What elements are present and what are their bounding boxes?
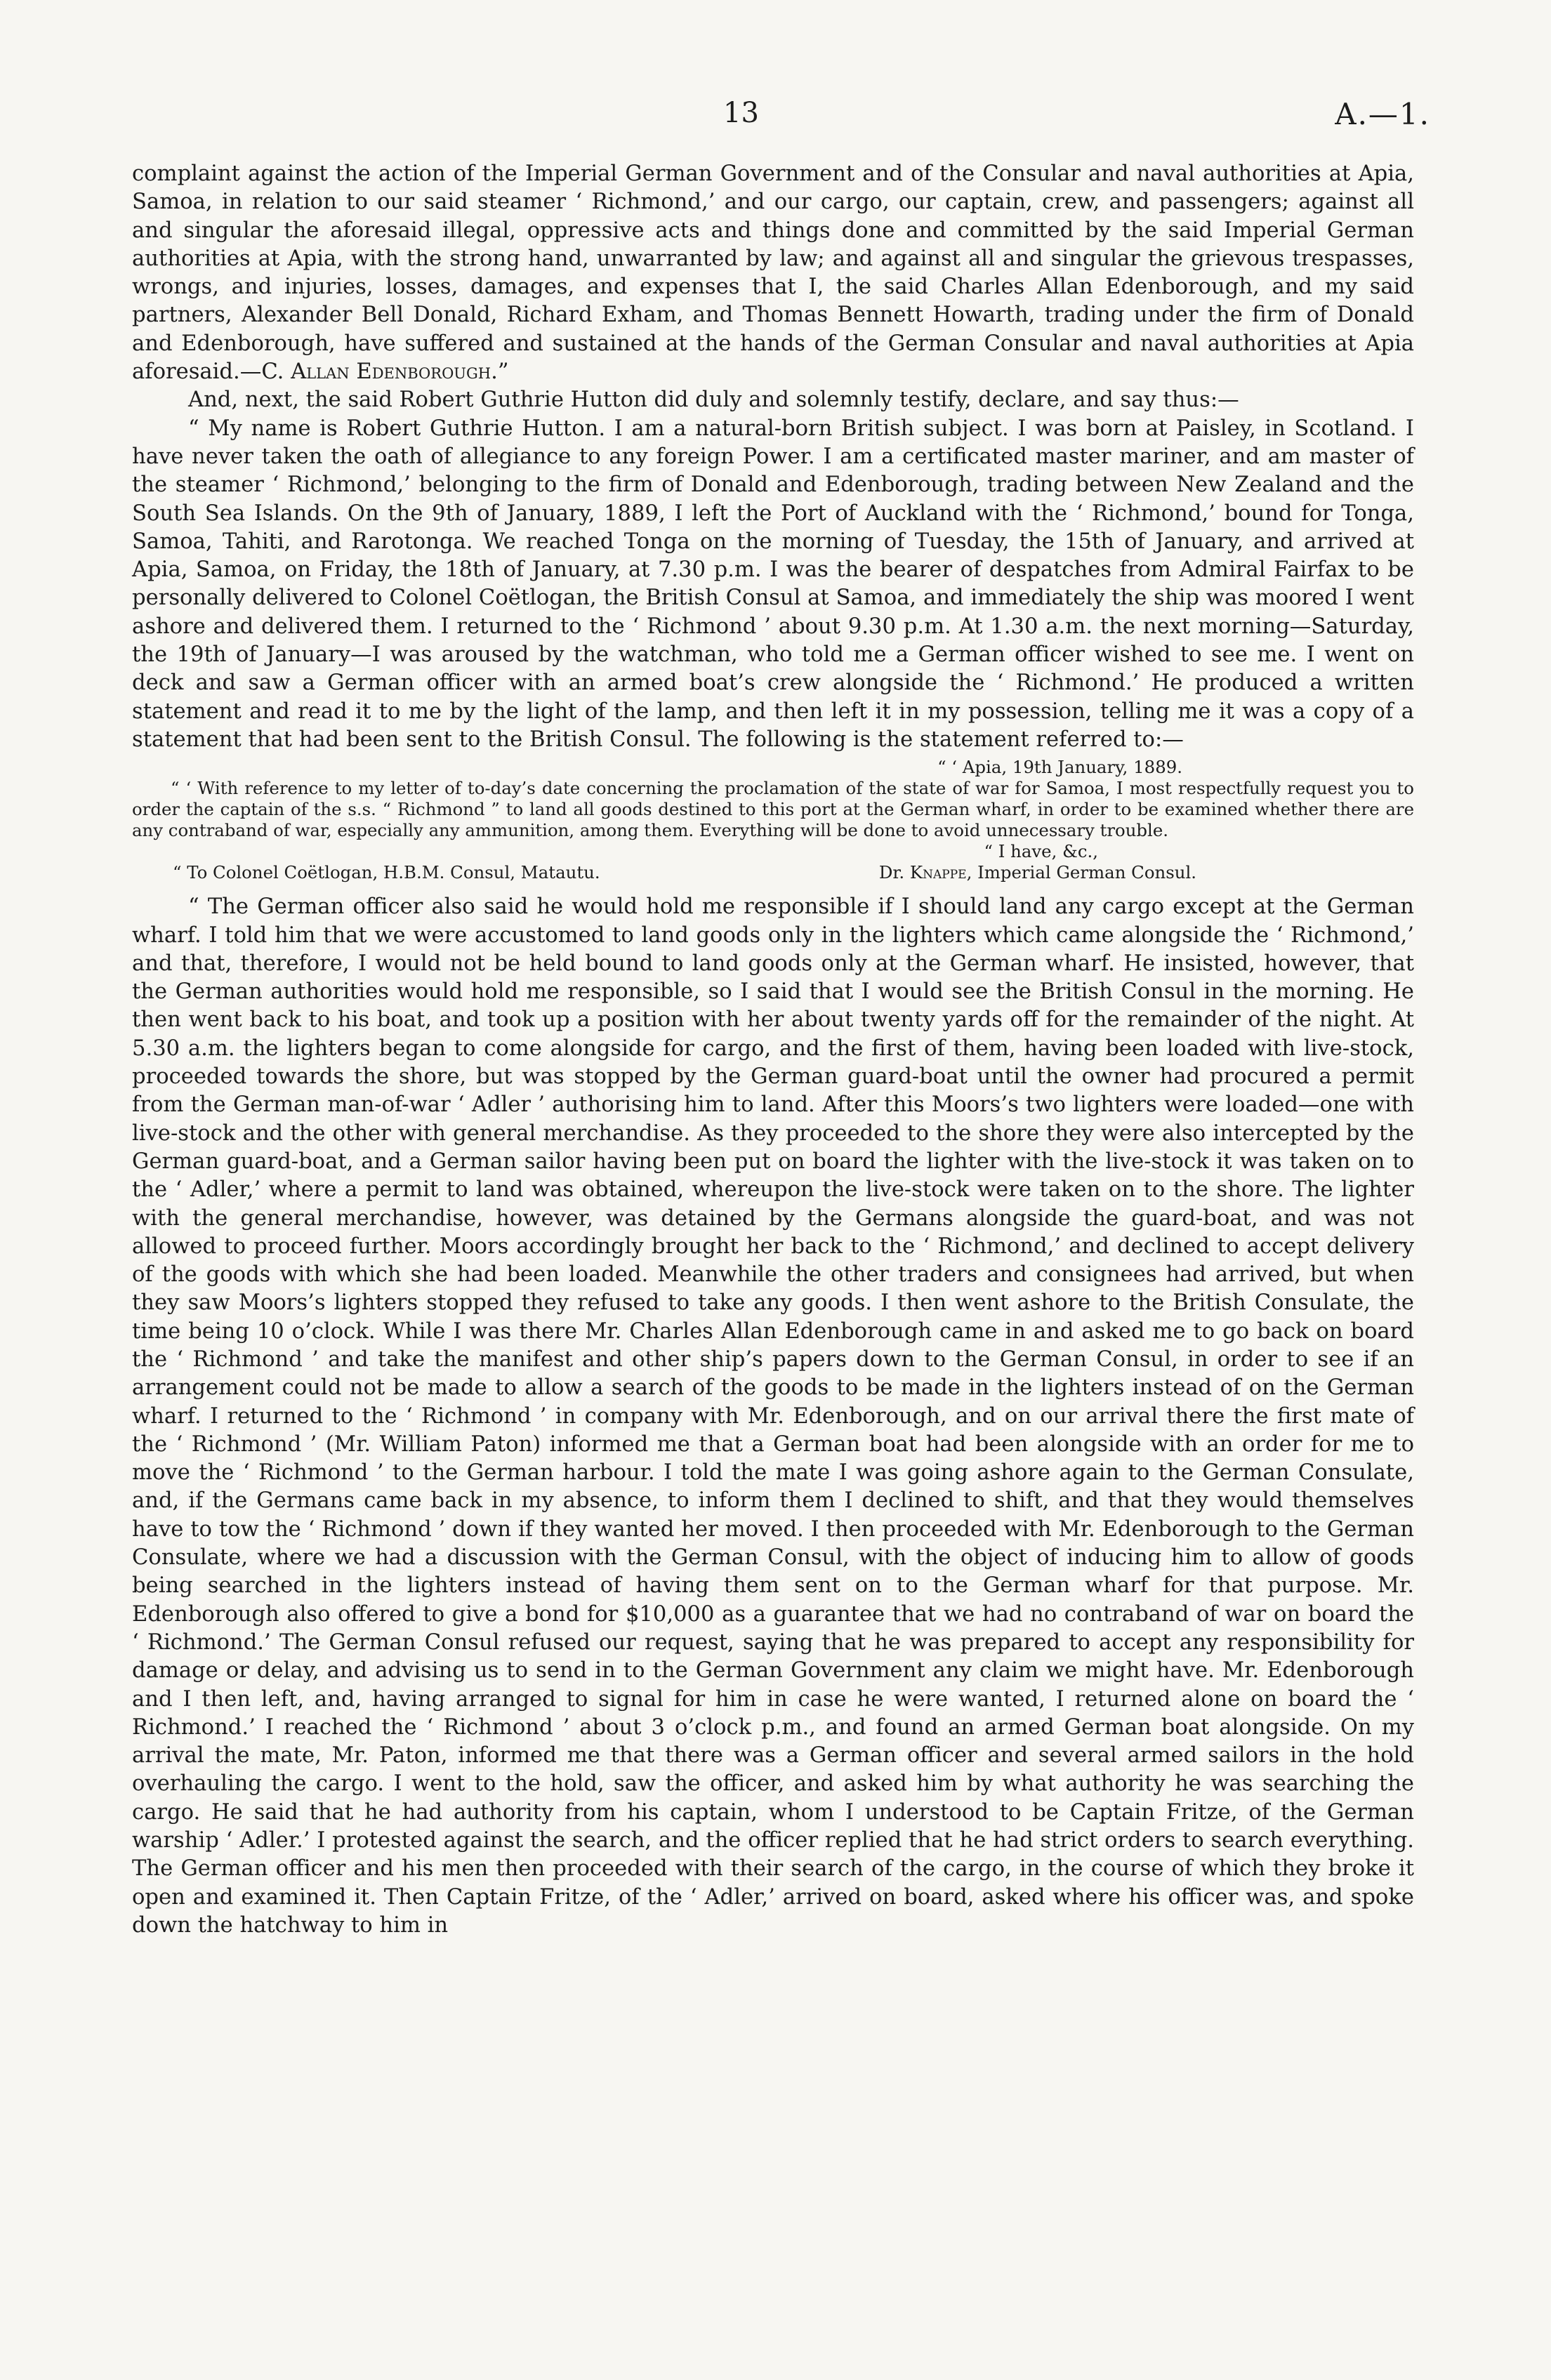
page-header	[0, 97, 1551, 139]
signature-edenborough: Allan Edenborough	[291, 359, 491, 385]
statement-signature-row	[132, 862, 1414, 883]
series-number: A.—1.	[1335, 97, 1430, 131]
paragraph-hutton-intro: And, next, the said Robert Guthrie Hutton did duly and solemnly testify, declare, and say thus:—	[188, 388, 1239, 413]
statement-body: “ ‘ With reference to my letter of to-day’s date concerning the proclamation of the state of war for Samoa, I most respectfully request you to order the captain of the s.s. “ Richmond ” to land all goods destined to this port at the German wharf, in order to be examined whether there are any contraband of war, especially any ammunition, among them. Everything will be done to avoid unnecessary trouble.	[132, 778, 1414, 841]
quoted-statement	[132, 757, 1414, 883]
statement-addressee: “ To Colonel Coëtlogan, H.B.M. Consul, Matautu.	[173, 862, 600, 883]
statement-signatory: Dr. Knappe, Imperial German Consul.	[878, 862, 1196, 883]
statement-date: “ ‘ Apia, 19th January, 1889.	[937, 757, 1182, 778]
page-number: 13	[723, 97, 759, 129]
paragraph-german-officer: “ The German officer also said he would hold me responsible if I should land any cargo except at the German wharf. I told him that we were accustomed to land goods only in the lighters which came alongside the ‘ Richmond,’ and that, therefore, I would not be held bound to land goods only at the German wharf. He insisted, however, that the German authorities would hold me responsible, so I said that I would see the British Consul in the morning. He then went back to his boat, and took up a position with her about twenty yards off for the remainder of the night. At 5.30 a.m. the lighters began to come alongside for cargo, and the first of them, having been loaded with live-stock, proceeded towards the shore, but was stopped by the German guard-boat until the owner had procured a permit from the German man-of-war ‘ Adler ’ authorising him to land. After this Moors’s two lighters were loaded—one with live-stock and the other with general merchandise. As they proceeded to the shore they were also intercepted by the German guard-boat, and a German sailor having been put on board the lighter with the live-stock it was taken on to the ‘ Adler,’ where a permit to land was obtained, whereupon the live-stock were taken on to the shore. The lighter with the general merchandise, however, was detained by the Germans alongside the guard-boat, and was not allowed to proceed further. Moors accordingly brought her back to the ‘ Richmond,’ and declined to accept delivery of the goods with which she had been loaded. Meanwhile the other traders and consignees had arrived, but when they saw Moors’s lighters stopped they refused to take any goods. I then went ashore to the British Consulate, the time being 10 o’clock. While I was there Mr. Charles Allan Edenborough came in and asked me to go back on board the ‘ Richmond ’ and take the manifest and other ship’s papers down to the German Consul, in order to see if an arrangement could not be made to allow a search of the goods to be made in the lighters instead of on the German wharf. I returned to the ‘ Richmond ’ in company with Mr. Edenborough, and on our arrival there the first mate of the ‘ Richmond ’ (Mr. William Paton) informed me that a German boat had been alongside with an order for me to move the ‘ Richmond ’ to the German harbour. I told the mate I was going ashore again to the German Consulate, and, if the Germans came back in my absence, to inform them I declined to shift, and that they would themselves have to tow the ‘ Richmond ’ down if they wanted her moved. I then proceeded with Mr. Edenborough to the German Consulate, where we had a discussion with the German Consul, with the object of inducing him to allow of goods being searched in the lighters instead of having them sent on to the German wharf for that purpose. Mr. Edenborough also offered to give a bond for $10,000 as a guarantee that we had no contraband of war on board the ‘ Richmond.’ The German Consul refused our request, saying that he was prepared to accept any responsibility for damage or delay, and advising us to send in to the German Government any claim we might have. Mr. Edenborough and I then left, and, having arranged to signal for him in case he were wanted, I returned alone on board the ‘ Richmond.’ I reached the ‘ Richmond ’ about 3 o’clock p.m., and found an armed German boat alongside. On my arrival the mate, Mr. Paton, informed me that there was a German officer and several armed sailors in the hold overhauling the cargo. I went to the hold, saw the officer, and asked him by what authority he was searching the cargo. He said that he had authority from his captain, whom I understood to be Captain Fritze, of the German warship ‘ Adler.’ I protested against the search, and the officer replied that he had strict orders to search everything. The German officer and his men then proceeded with their search of the cargo, in the course of which they broke it open and examined it. Then Captain Fritze, of the ‘ Adler,’ arrived on board, asked where his officer was, and spoke down the hatchway to him in	[132, 894, 1414, 1938]
paragraph-end: .”	[491, 359, 509, 385]
statement-closing: “ I have, &c.,	[984, 841, 1098, 862]
paragraph-protest	[132, 160, 1414, 386]
document-body	[132, 160, 1414, 1940]
paragraph-text: complaint against the action of the Imperial German Government and of the Consular and naval authorities at Apia, Samoa, in relation to our said steamer ‘ Richmond,’ and our cargo, our captain, crew, and passengers; against all and singular the aforesaid illegal, oppressive acts and things done and committed by the said Imperial German authorities at Apia, with the strong hand, unwarranted by law; and against all and singular the grievous trespasses, wrongs, and injuries, losses, damages, and expenses that I, the said Charles Allan Edenborough, and my said partners, Alexander Bell Donald, Richard Exham, and Thomas Bennett Howarth, trading under the firm of Donald and Edenborough, have suffered and sustained at the hands of the German Consular and naval authorities at Apia aforesaid.—C.	[132, 161, 1414, 385]
paragraph-hutton-testimony: “ My name is Robert Guthrie Hutton. I am a natural-born British subject. I was born at Paisley, in Scotland. I have never taken the oath of allegiance to any foreign Power. I am a certificated master mariner, and am master of the steamer ‘ Richmond,’ belonging to the firm of Donald and Edenborough, trading between New Zealand and the South Sea Islands. On the 9th of January, 1889, I left the Port of Auckland with the ‘ Richmond,’ bound for Tonga, Samoa, Tahiti, and Rarotonga. We reached Tonga on the morning of Tuesday, the 15th of January, and arrived at Apia, Samoa, on Friday, the 18th of January, at 7.30 p.m. I was the bearer of despatches from Admiral Fairfax to be personally delivered to Colonel Coëtlogan, the British Consul at Samoa, and immediately the ship was moored I went ashore and delivered them. I returned to the ‘ Richmond ’ about 9.30 p.m. At 1.30 a.m. the next morning—Saturday, the 19th of January—I was aroused by the watchman, who told me a German officer wished to see me. I went on deck and saw a German officer with an armed boat’s crew alongside the ‘ Richmond.’ He produced a written statement and read it to me by the light of the lamp, and then left it in my possession, telling me it was a copy of a statement that had been sent to the British Consul. The following is the statement referred to:—	[132, 416, 1414, 752]
signatory-name: Knappe	[909, 862, 967, 883]
statement-closing-row	[132, 841, 1414, 862]
